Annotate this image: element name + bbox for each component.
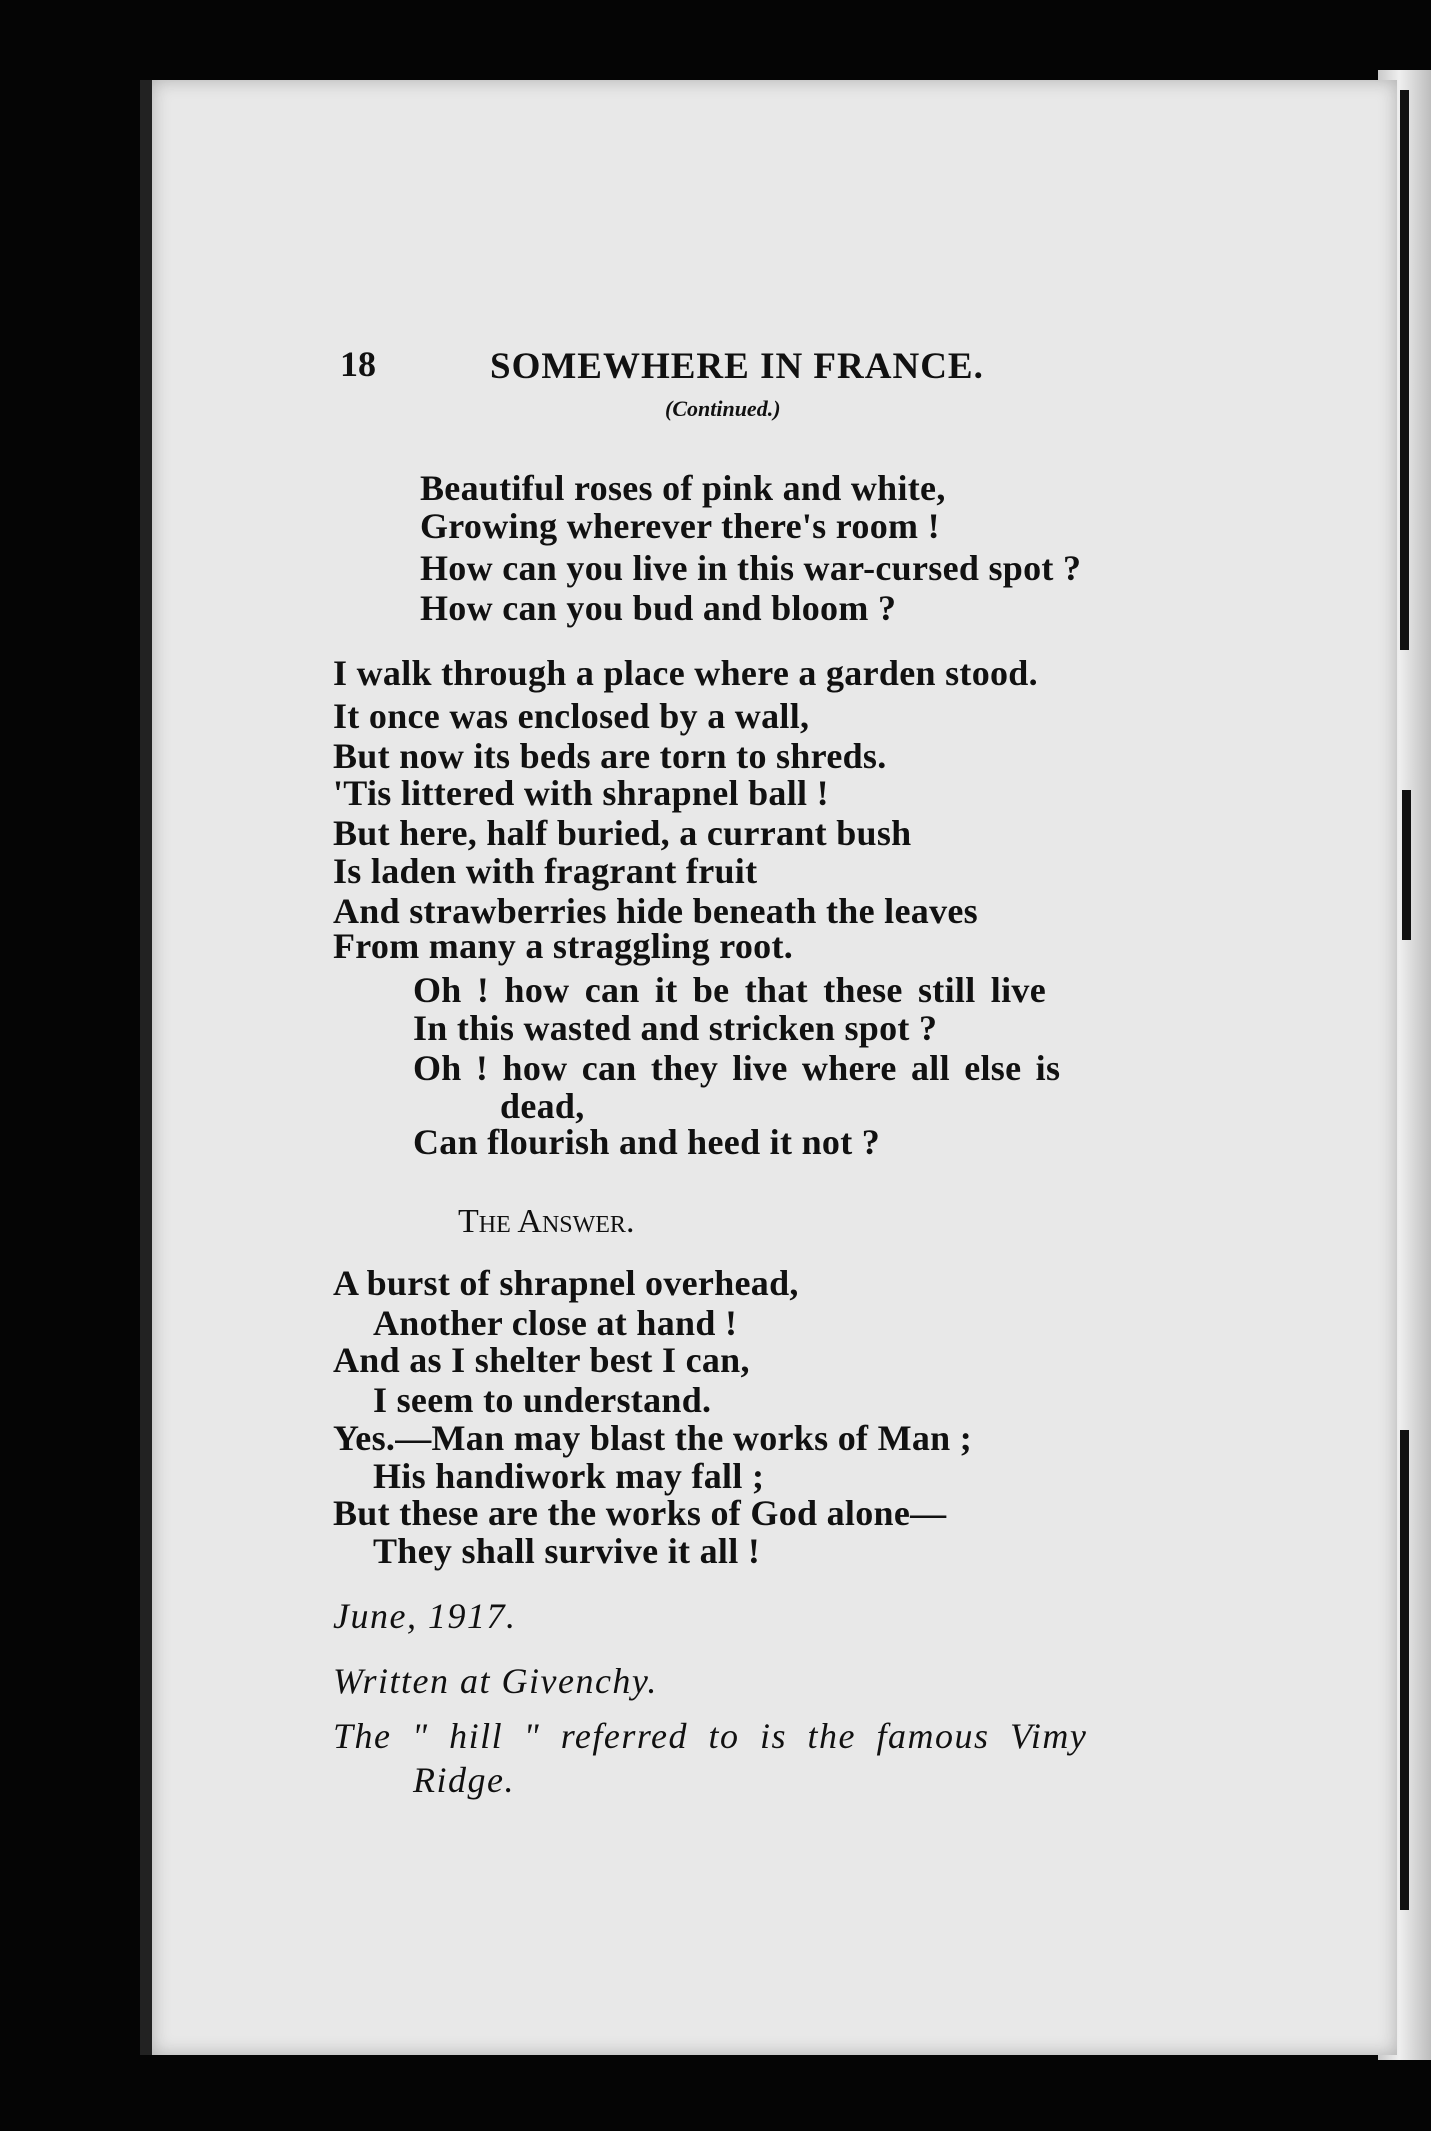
poem-line: It once was enclosed by a wall, [333,696,810,736]
footnote-line: The " hill " referred to is the famous Vimy [333,1716,1088,1756]
edge-shadow-mid [1402,790,1411,940]
poem-line: But now its beds are torn to shreds. [333,736,887,776]
poem-line: His handiwork may fall ; [373,1456,765,1496]
poem-line: 'Tis littered with shrapnel ball ! [333,773,829,813]
poem-line: dead, [500,1086,585,1126]
poem-line: They shall survive it all ! [373,1531,761,1571]
poem-line: Oh ! how can they live where all else is [413,1048,1061,1088]
edge-shadow-top [1400,90,1409,650]
section-heading: The Answer. [458,1203,635,1240]
poem-line: Growing wherever there's room ! [420,506,940,546]
footnote-line: Ridge. [413,1760,515,1800]
poem-line: How can you bud and bloom ? [420,588,897,628]
poem-line: But here, half buried, a currant bush [333,813,912,853]
poem-line: Can flourish and heed it not ? [413,1122,881,1162]
poem-line: I walk through a place where a garden stood. [333,653,1038,693]
poem-line: Another close at hand ! [373,1303,738,1343]
poem-line: Is laden with fragrant fruit [333,851,758,891]
poem-line: Beautiful roses of pink and white, [420,468,946,508]
poem-line: Yes.—Man may blast the works of Man ; [333,1418,973,1458]
poem-line: From many a straggling root. [333,926,794,966]
poem-line: I seem to understand. [373,1380,712,1420]
date-note: June, 1917. [333,1596,517,1636]
poem-line: But these are the works of God alone— [333,1493,947,1533]
place-note: Written at Givenchy. [333,1661,658,1701]
poem-line: And strawberries hide beneath the leaves [333,891,978,931]
poem-line: Oh ! how can it be that these still live [413,970,1046,1010]
poem-line: A burst of shrapnel overhead, [333,1263,799,1303]
continued-label: (Continued.) [665,396,781,421]
poem-line: In this wasted and stricken spot ? [413,1008,938,1048]
poem-line: And as I shelter best I can, [333,1340,750,1380]
edge-shadow-low [1400,1430,1409,1910]
page-title: SOMEWHERE IN FRANCE. [490,346,984,387]
poem-line: How can you live in this war-cursed spot ? [420,548,1082,588]
page-number: 18 [340,344,376,384]
